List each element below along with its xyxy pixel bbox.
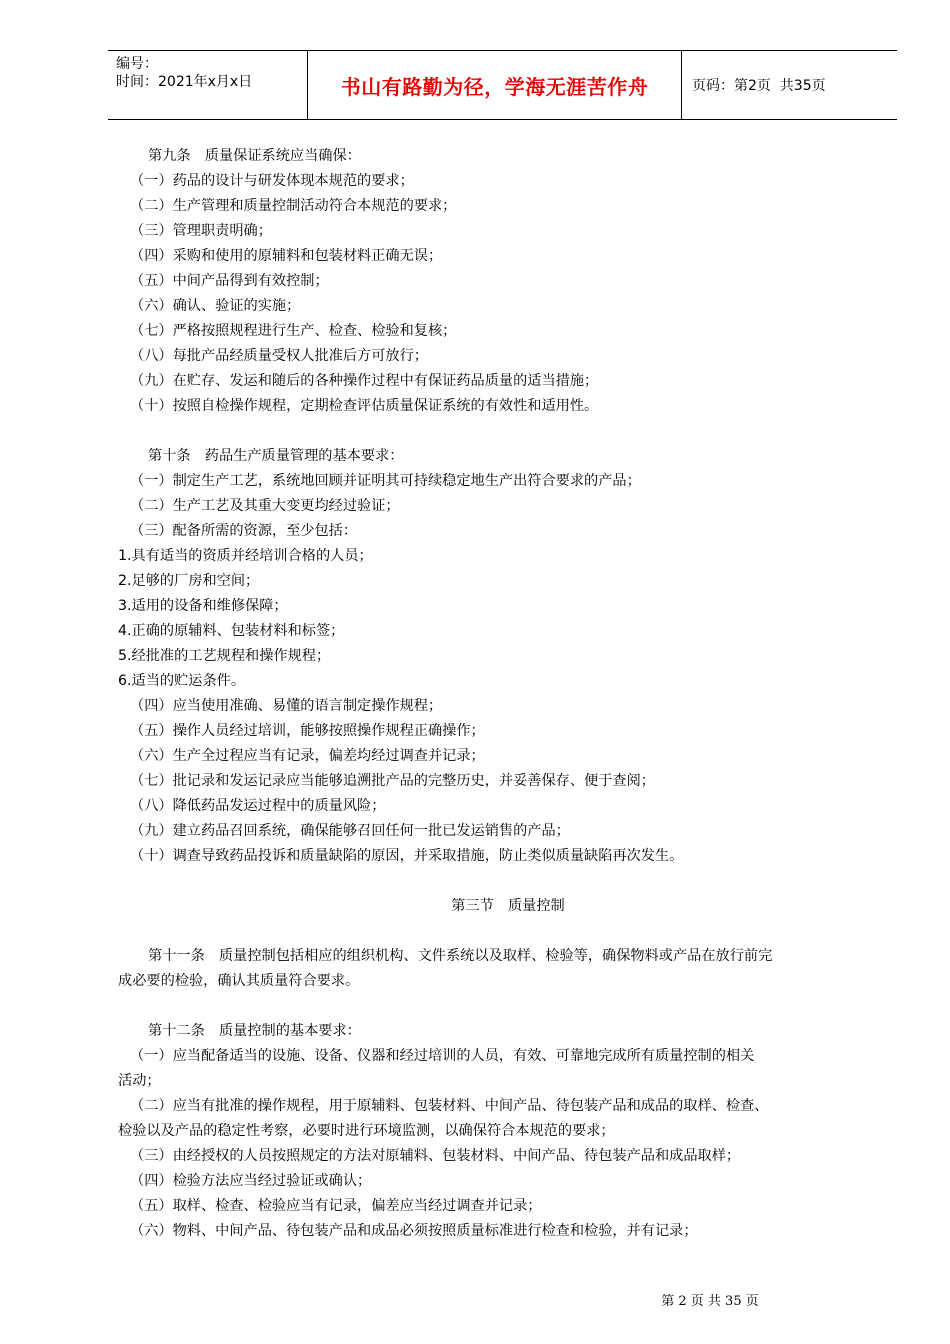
header-meta <box>116 55 306 91</box>
list-item-continued: 检验以及产品的稳定性考察，必要时进行环境监测，以确保符合本规范的要求； <box>118 1123 615 1139</box>
header-motto: 书山有路勤为径，学海无涯苦作舟 <box>340 74 649 99</box>
paragraph-gap <box>118 919 886 944</box>
list-item: （九）在贮存、发运和随后的各种操作过程中有保证药品质量的适当措施； <box>130 373 599 389</box>
article-11-line: 成必要的检验，确认其质量符合要求。 <box>118 973 360 989</box>
paragraph-gap <box>118 869 886 894</box>
paragraph-gap <box>118 419 886 444</box>
sub-list-item: 3.适用的设备和维修保障； <box>118 598 288 614</box>
list-item: （二）生产管理和质量控制活动符合本规范的要求； <box>130 198 457 214</box>
time-label: 时间：2021年x月x日 <box>116 74 253 90</box>
list-item: （五）操作人员经过培训，能够按照操作规程正确操作； <box>130 723 485 739</box>
list-item: （四）采购和使用的原辅料和包装材料正确无误； <box>130 248 443 264</box>
list-item: （四）检验方法应当经过验证或确认； <box>130 1173 372 1189</box>
page-footer: 第 2 页 共 35 页 <box>661 1294 759 1309</box>
list-item: （三）配备所需的资源，至少包括： <box>130 523 358 539</box>
list-item: （二）生产工艺及其重大变更均经过验证； <box>130 498 400 514</box>
serial-label: 编号： <box>116 56 158 72</box>
list-item: （八）每批产品经质量受权人批准后方可放行； <box>130 348 428 364</box>
sub-list-item: 5.经批准的工艺规程和操作规程； <box>118 648 331 664</box>
section-title: 第三节 质量控制 <box>451 898 565 914</box>
list-item: （三）由经授权的人员按照规定的方法对原辅料、包装材料、中间产品、待包装产品和成品取样； <box>130 1148 741 1164</box>
list-item: （五）取样、检查、检验应当有记录，偏差应当经过调查并记录； <box>130 1198 542 1214</box>
paragraph-gap <box>118 994 886 1019</box>
list-item: （一）药品的设计与研发体现本规范的要求； <box>130 173 414 189</box>
list-item: （六）生产全过程应当有记录，偏差均经过调查并记录； <box>130 748 485 764</box>
page-info-text: 页码：第2页 共35页 <box>692 78 826 94</box>
article-11-line: 第十一条 质量控制包括相应的组织机构、文件系统以及取样、检验等，确保物料或产品在放行前完 <box>148 948 773 964</box>
sub-list-item: 4.正确的原辅料、包装材料和标签； <box>118 623 345 639</box>
list-item: （三）管理职责明确； <box>130 223 272 239</box>
page-header <box>108 50 897 120</box>
list-item: （四）应当使用准确、易懂的语言制定操作规程； <box>130 698 443 714</box>
list-item: （六）物料、中间产品、待包装产品和成品必须按照质量标准进行检查和检验，并有记录； <box>130 1223 698 1239</box>
article-10-title: 第十条 药品生产质量管理的基本要求： <box>148 448 404 464</box>
article-9-title: 第九条 质量保证系统应当确保： <box>148 148 361 164</box>
list-item: （七）严格按照规程进行生产、检查、检验和复核； <box>130 323 457 339</box>
sub-list-item: 6.适当的贮运条件。 <box>118 673 246 689</box>
list-item: （九）建立药品召回系统，确保能够召回任何一批已发运销售的产品； <box>130 823 570 839</box>
list-item: （五）中间产品得到有效控制； <box>130 273 329 289</box>
list-item: （二）应当有批准的操作规程，用于原辅料、包装材料、中间产品、待包装产品和成品的取样、检查、 <box>130 1098 769 1114</box>
list-item: （七）批记录和发运记录应当能够追溯批产品的完整历史，并妥善保存、便于查阅； <box>130 773 655 789</box>
article-12-title: 第十二条 质量控制的基本要求： <box>148 1023 361 1039</box>
sub-list-item: 2.足够的厂房和空间； <box>118 573 260 589</box>
list-item: （八）降低药品发运过程中的质量风险； <box>130 798 386 814</box>
list-item: （一）应当配备适当的设施、设备、仪器和经过培训的人员，有效、可靠地完成所有质量控制的相关 <box>130 1048 755 1064</box>
list-item: （十）按照自检操作规程，定期检查评估质量保证系统的有效性和适用性。 <box>130 398 599 414</box>
document-body <box>118 144 886 1244</box>
sub-list-item: 1.具有适当的资质并经培训合格的人员； <box>118 548 373 564</box>
list-item: （六）确认、验证的实施； <box>130 298 301 314</box>
list-item-continued: 活动； <box>118 1073 161 1089</box>
header-page-info <box>682 51 897 119</box>
list-item: （一）制定生产工艺，系统地回顾并证明其可持续稳定地生产出符合要求的产品； <box>130 473 641 489</box>
list-item: （十）调查导致药品投诉和质量缺陷的原因，并采取措施，防止类似质量缺陷再次发生。 <box>130 848 684 864</box>
